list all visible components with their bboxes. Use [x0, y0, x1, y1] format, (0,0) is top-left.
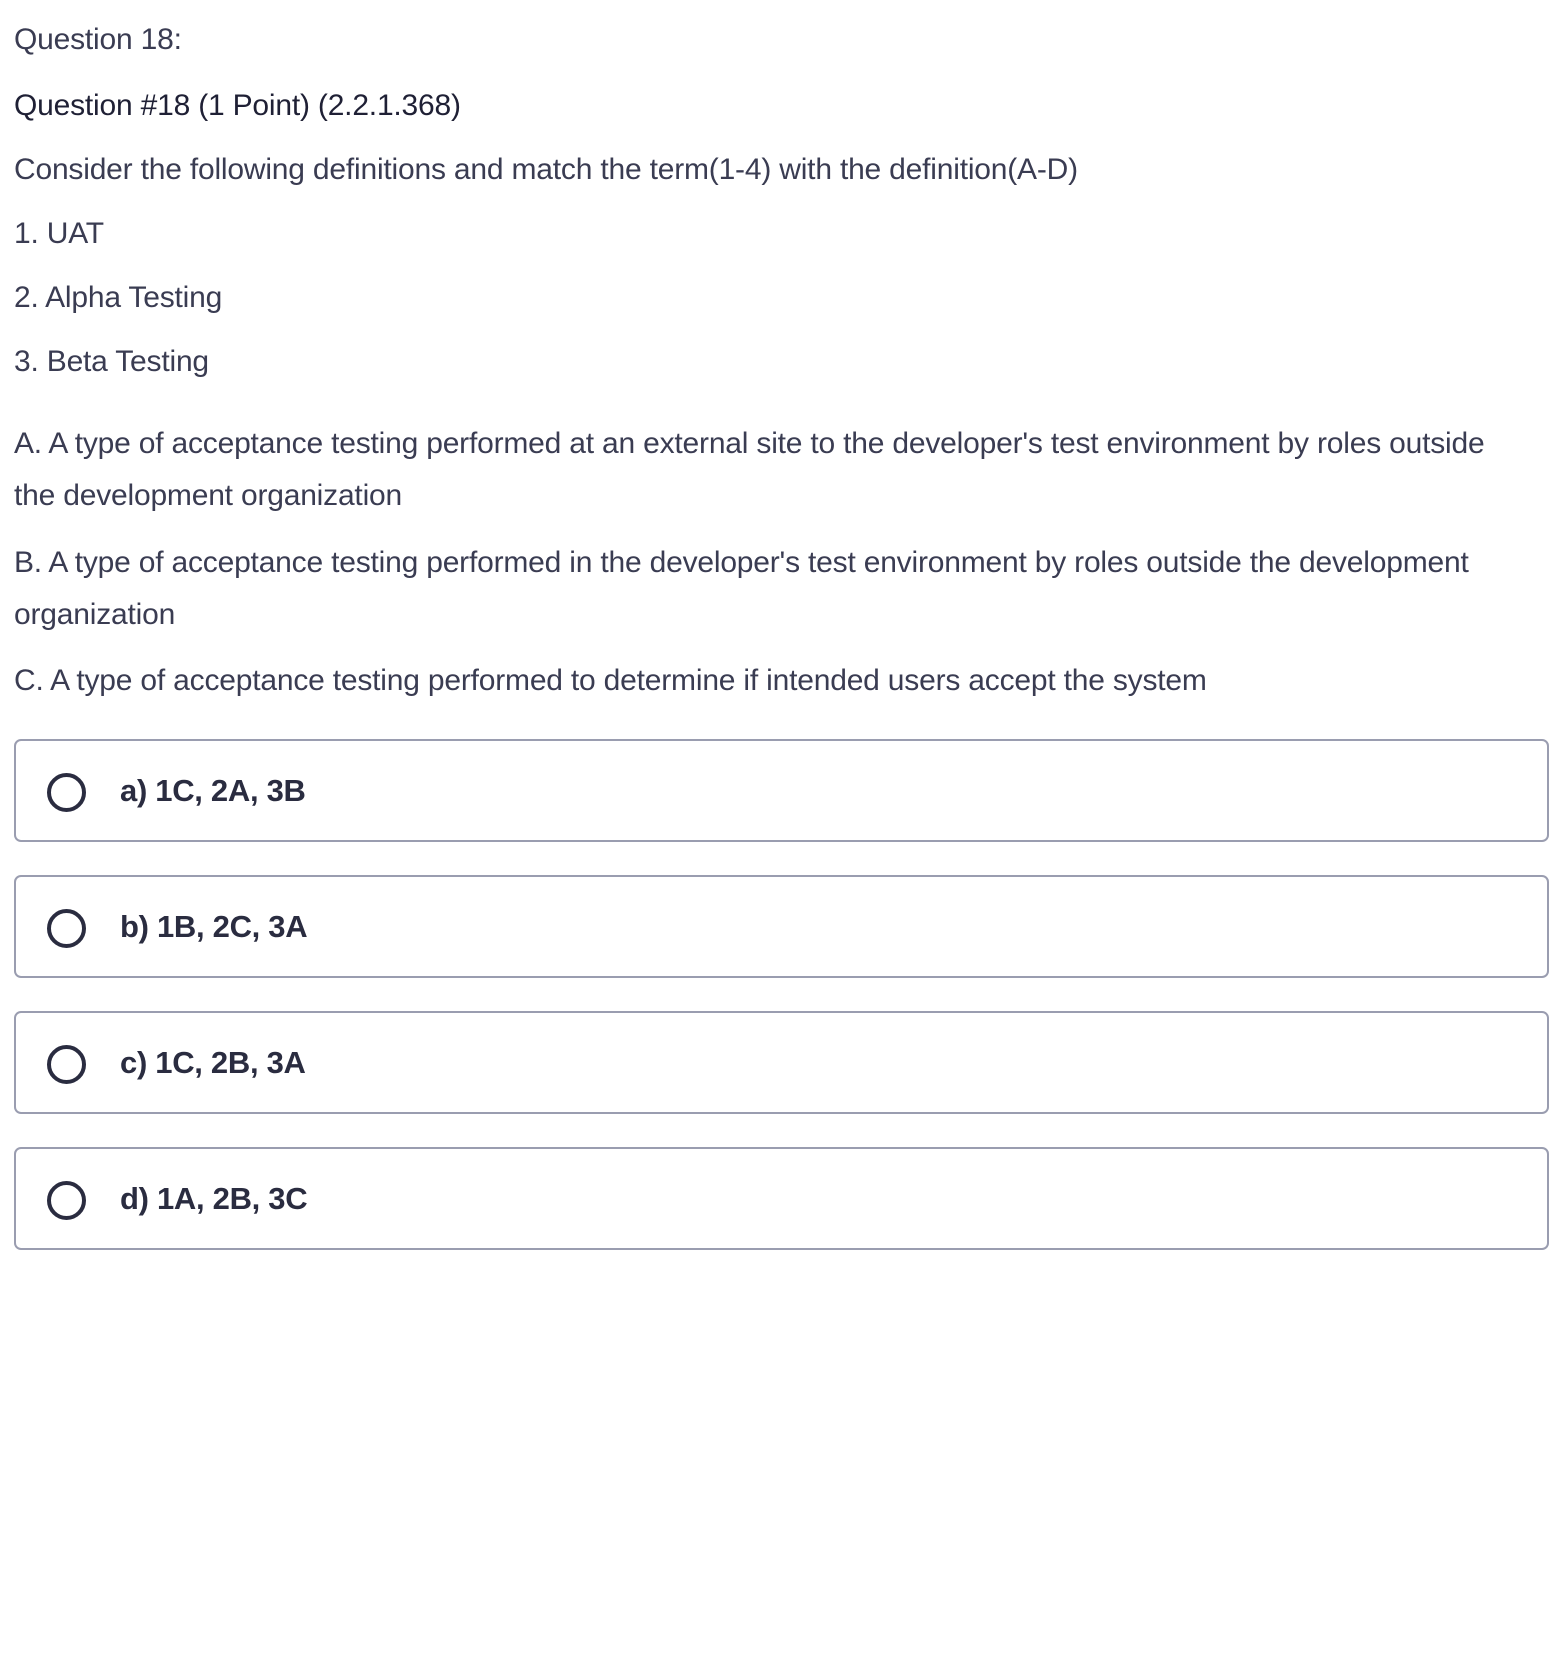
term-2: 2. Alpha Testing: [14, 281, 223, 314]
radio-unchecked-icon[interactable]: [47, 773, 86, 812]
question-heading: Question 18:: [14, 23, 182, 56]
term-1: 1. UAT: [14, 217, 104, 250]
answer-option-label: a) 1C, 2A, 3B: [120, 773, 306, 808]
definition-c: C. A type of acceptance testing performed to determine if intended users accept the system: [14, 664, 1207, 697]
answer-option-label: d) 1A, 2B, 3C: [120, 1181, 308, 1216]
term-3: 3. Beta Testing: [14, 345, 209, 378]
answer-option-label: b) 1B, 2C, 3A: [120, 909, 308, 944]
question-title: Question #18 (1 Point) (2.2.1.368): [14, 89, 461, 122]
answer-option-label: c) 1C, 2B, 3A: [120, 1045, 306, 1080]
answer-option-b[interactable]: [14, 875, 1549, 978]
answer-option-a[interactable]: [14, 739, 1549, 842]
answer-option-d[interactable]: [14, 1147, 1549, 1250]
definition-a: A. A type of acceptance testing performed at an external site to the developer's test environment by roles outside the development organization: [14, 427, 1485, 512]
definition-b: B. A type of acceptance testing performed in the developer's test environment by roles outside the development organization: [14, 546, 1469, 631]
question-prompt: Consider the following definitions and match the term(1-4) with the definition(A-D): [14, 153, 1078, 186]
radio-unchecked-icon[interactable]: [47, 1045, 86, 1084]
answer-option-c[interactable]: [14, 1011, 1549, 1114]
radio-unchecked-icon[interactable]: [47, 909, 86, 948]
radio-unchecked-icon[interactable]: [47, 1181, 86, 1220]
